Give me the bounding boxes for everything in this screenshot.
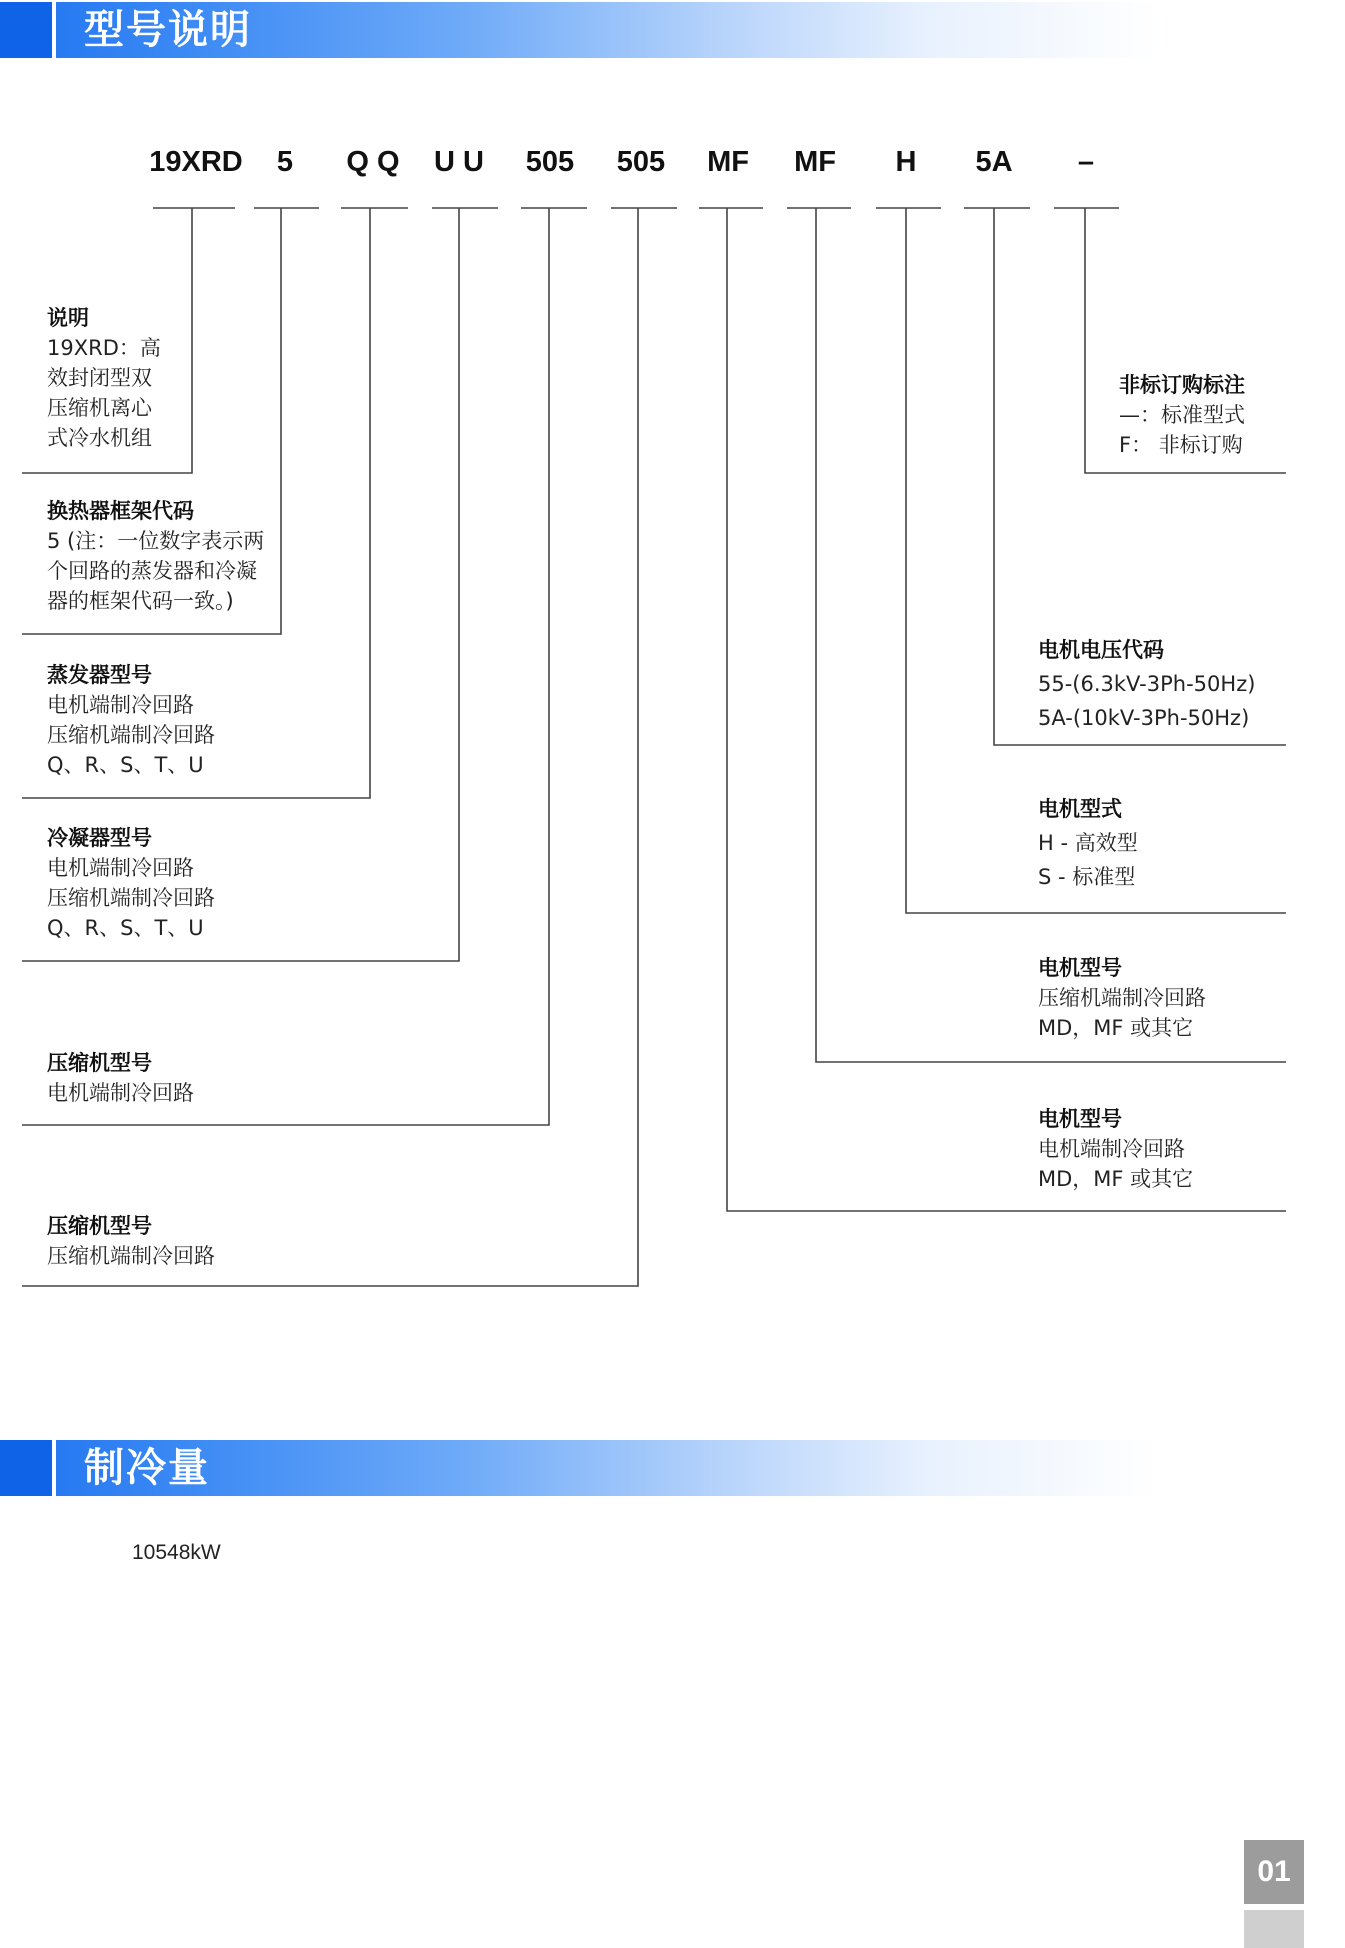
code-segment-7: MF bbox=[707, 146, 749, 178]
label-line: 19XRD：高 bbox=[47, 336, 161, 360]
label-compressor-motor-end bbox=[47, 1048, 194, 1108]
label-line: 压缩机端制冷回路 bbox=[47, 886, 215, 910]
code-segment-8: MF bbox=[794, 146, 836, 178]
label-line: MD，MF 或其它 bbox=[1038, 1016, 1194, 1040]
label-line: 压缩机端制冷回路 bbox=[47, 1244, 215, 1268]
page-number: 01 bbox=[1244, 1840, 1304, 1904]
label-motor-model-motor-end bbox=[1038, 1104, 1193, 1194]
section-title-capacity: 制冷量 bbox=[84, 1445, 210, 1491]
label-heading: 蒸发器型号 bbox=[47, 663, 152, 687]
code-segment-6: 505 bbox=[616, 146, 666, 178]
label-line: Q、R、S、T、U bbox=[47, 753, 204, 777]
label-line: 效封闭型双 bbox=[47, 366, 152, 390]
banner-strip bbox=[0, 1440, 56, 1496]
label-heading: 说明 bbox=[47, 306, 89, 330]
label-heading: 冷凝器型号 bbox=[47, 826, 152, 850]
label-heading: 压缩机型号 bbox=[47, 1214, 152, 1238]
label-motor-model-comp-end bbox=[1038, 953, 1206, 1043]
code-segment-4: U U bbox=[434, 146, 484, 178]
capacity-value: 10548kW bbox=[132, 1541, 221, 1564]
code-segment-2: 5 bbox=[276, 146, 294, 178]
label-line: 5A-(10kV-3Ph-50Hz) bbox=[1038, 706, 1250, 730]
label-line: 55-(6.3kV-3Ph-50Hz) bbox=[1038, 672, 1256, 696]
label-line: MD，MF 或其它 bbox=[1038, 1167, 1194, 1191]
label-line: 式冷水机组 bbox=[47, 426, 152, 450]
label-line: 5 (注：一位数字表示两 bbox=[47, 529, 265, 553]
label-description bbox=[47, 303, 161, 453]
page-tab bbox=[1244, 1910, 1304, 1948]
label-line: 器的框架代码一致。) bbox=[47, 589, 234, 613]
label-motor-voltage bbox=[1038, 633, 1255, 735]
code-segment-1: 19XRD bbox=[149, 146, 243, 178]
label-line: F： 非标订购 bbox=[1119, 433, 1243, 457]
label-line: 压缩机端制冷回路 bbox=[1038, 986, 1206, 1010]
label-line: Q、R、S、T、U bbox=[47, 916, 204, 940]
label-line: 压缩机离心 bbox=[47, 396, 152, 420]
code-segment-9: H bbox=[895, 146, 917, 178]
label-line: 电机端制冷回路 bbox=[47, 856, 194, 880]
label-heading: 换热器框架代码 bbox=[47, 499, 194, 523]
label-condenser bbox=[47, 823, 215, 943]
code-segment-5: 505 bbox=[525, 146, 575, 178]
label-heading: 非标订购标注 bbox=[1119, 373, 1245, 397]
label-line: H - 高效型 bbox=[1038, 831, 1138, 855]
label-motor-type bbox=[1038, 792, 1138, 894]
label-heading: 电机型式 bbox=[1038, 797, 1122, 821]
label-evaporator bbox=[47, 660, 215, 780]
label-line: 电机端制冷回路 bbox=[1038, 1137, 1185, 1161]
code-segment-10: 5A bbox=[975, 146, 1013, 178]
code-segment-11: – bbox=[1077, 146, 1095, 178]
label-heading: 电机型号 bbox=[1038, 1107, 1122, 1131]
section-title-model: 型号说明 bbox=[84, 7, 252, 53]
label-line: —：标准型式 bbox=[1119, 403, 1245, 427]
label-line: 电机端制冷回路 bbox=[47, 693, 194, 717]
label-heading: 压缩机型号 bbox=[47, 1051, 152, 1075]
label-nonstandard bbox=[1119, 370, 1245, 460]
label-compressor-comp-end bbox=[47, 1211, 215, 1271]
label-heading: 电机电压代码 bbox=[1038, 638, 1164, 662]
section-banner-capacity bbox=[0, 1440, 1160, 1496]
code-segment-3: Q Q bbox=[346, 146, 400, 178]
label-line: S - 标准型 bbox=[1038, 865, 1136, 889]
label-line: 个回路的蒸发器和冷凝 bbox=[47, 559, 257, 583]
label-line: 压缩机端制冷回路 bbox=[47, 723, 215, 747]
label-frame-code bbox=[47, 496, 264, 616]
label-line: 电机端制冷回路 bbox=[47, 1081, 194, 1105]
label-heading: 电机型号 bbox=[1038, 956, 1122, 980]
